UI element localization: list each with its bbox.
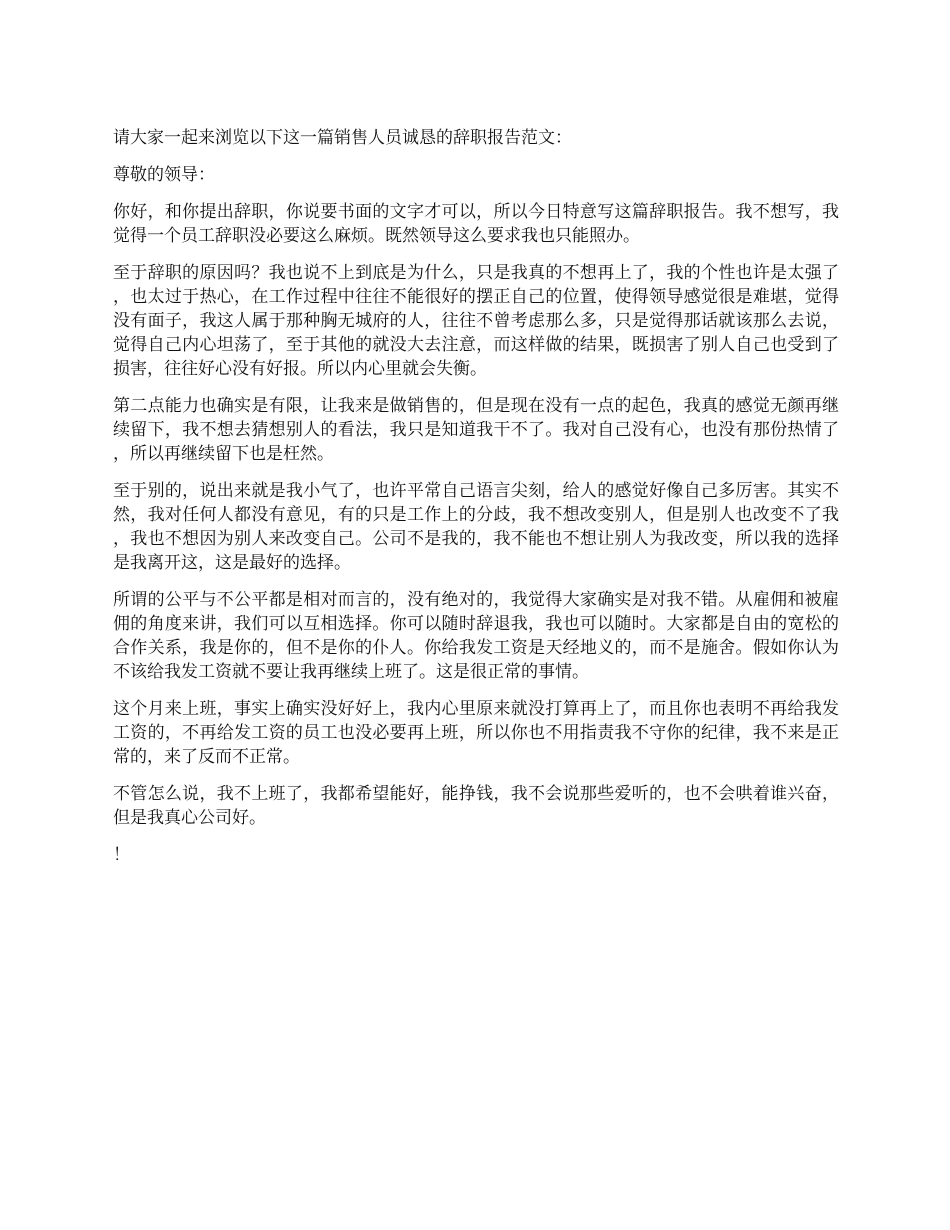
body-paragraph-7: 不管怎么说，我不上班了，我都希望能好，能挣钱，我不会说那些爱听的，也不会哄着谁兴奋，但是我真心公司好。 bbox=[113, 784, 839, 828]
body-paragraph-5: 所谓的公平与不公平都是相对而言的，没有绝对的，我觉得大家确实是对我不错。从雇佣和被雇佣的角度来讲，我们可以互相选择。你可以随时辞退我，我也可以随时。大家都是自由的宽松的合作关系，我是你的，但不是你的仆人。你给我发工资是天经地义的，而不是施舍。假如你认为不该给我发工资就不要让我再继续上班了。这是很正常的事情。 bbox=[113, 590, 839, 682]
body-paragraph-1: 你好，和你提出辞职，你说要书面的文字才可以，所以今日特意写这篇辞职报告。我不想写，我觉得一个员工辞职没必要这么麻烦。既然领导这么要求我也只能照办。 bbox=[113, 202, 839, 246]
salutation: 尊敬的领导： bbox=[113, 165, 215, 185]
body-paragraph-4: 至于别的，说出来就是我小气了，也许平常自己语言尖刻，给人的感觉好像自己多厉害。其实不然，我对任何人都没有意见，有的只是工作上的分歧，我不想改变别人，但是别人也改变不了我，我也不想因为别人来改变自己。公司不是我的，我不能也不想让别人为我改变，所以我的选择是我离开这，这是最好的选择。 bbox=[113, 481, 839, 573]
body-paragraph-6: 这个月来上班，事实上确实没好好上，我内心里原来就没打算再上了，而且你也表明不再给我发工资的，不再给发工资的员工也没必要再上班，所以你也不用指责我不守你的纪律，我不来是正常的，来了反而不正常。 bbox=[113, 699, 839, 767]
document-body bbox=[113, 126, 839, 880]
body-paragraph-2: 至于辞职的原因吗？我也说不上到底是为什么，只是我真的不想再上了，我的个性也许是太强了，也太过于热心，在工作过程中往往不能很好的摆正自己的位置，使得领导感觉很是难堪，觉得没有面子，我这人属于那种胸无城府的人，往往不曾考虑那么多，只是觉得那话就该那么去说，觉得自己内心坦荡了，至于其他的就没大去注意，而这样做的结果，既损害了别人自己也受到了损害，往往好心没有好报。所以内心里就会失衡。 bbox=[113, 263, 839, 379]
intro-paragraph: 请大家一起来浏览以下这一篇销售人员诚恳的辞职报告范文： bbox=[113, 128, 572, 148]
closing-mark: ！ bbox=[113, 845, 130, 865]
body-paragraph-3: 第二点能力也确实是有限，让我来是做销售的，但是现在没有一点的起色，我真的感觉无颜再继续留下，我不想去猜想别人的看法，我只是知道我干不了。我对自己没有心，也没有那份热情了，所以再继续留下也是枉然。 bbox=[113, 396, 839, 464]
